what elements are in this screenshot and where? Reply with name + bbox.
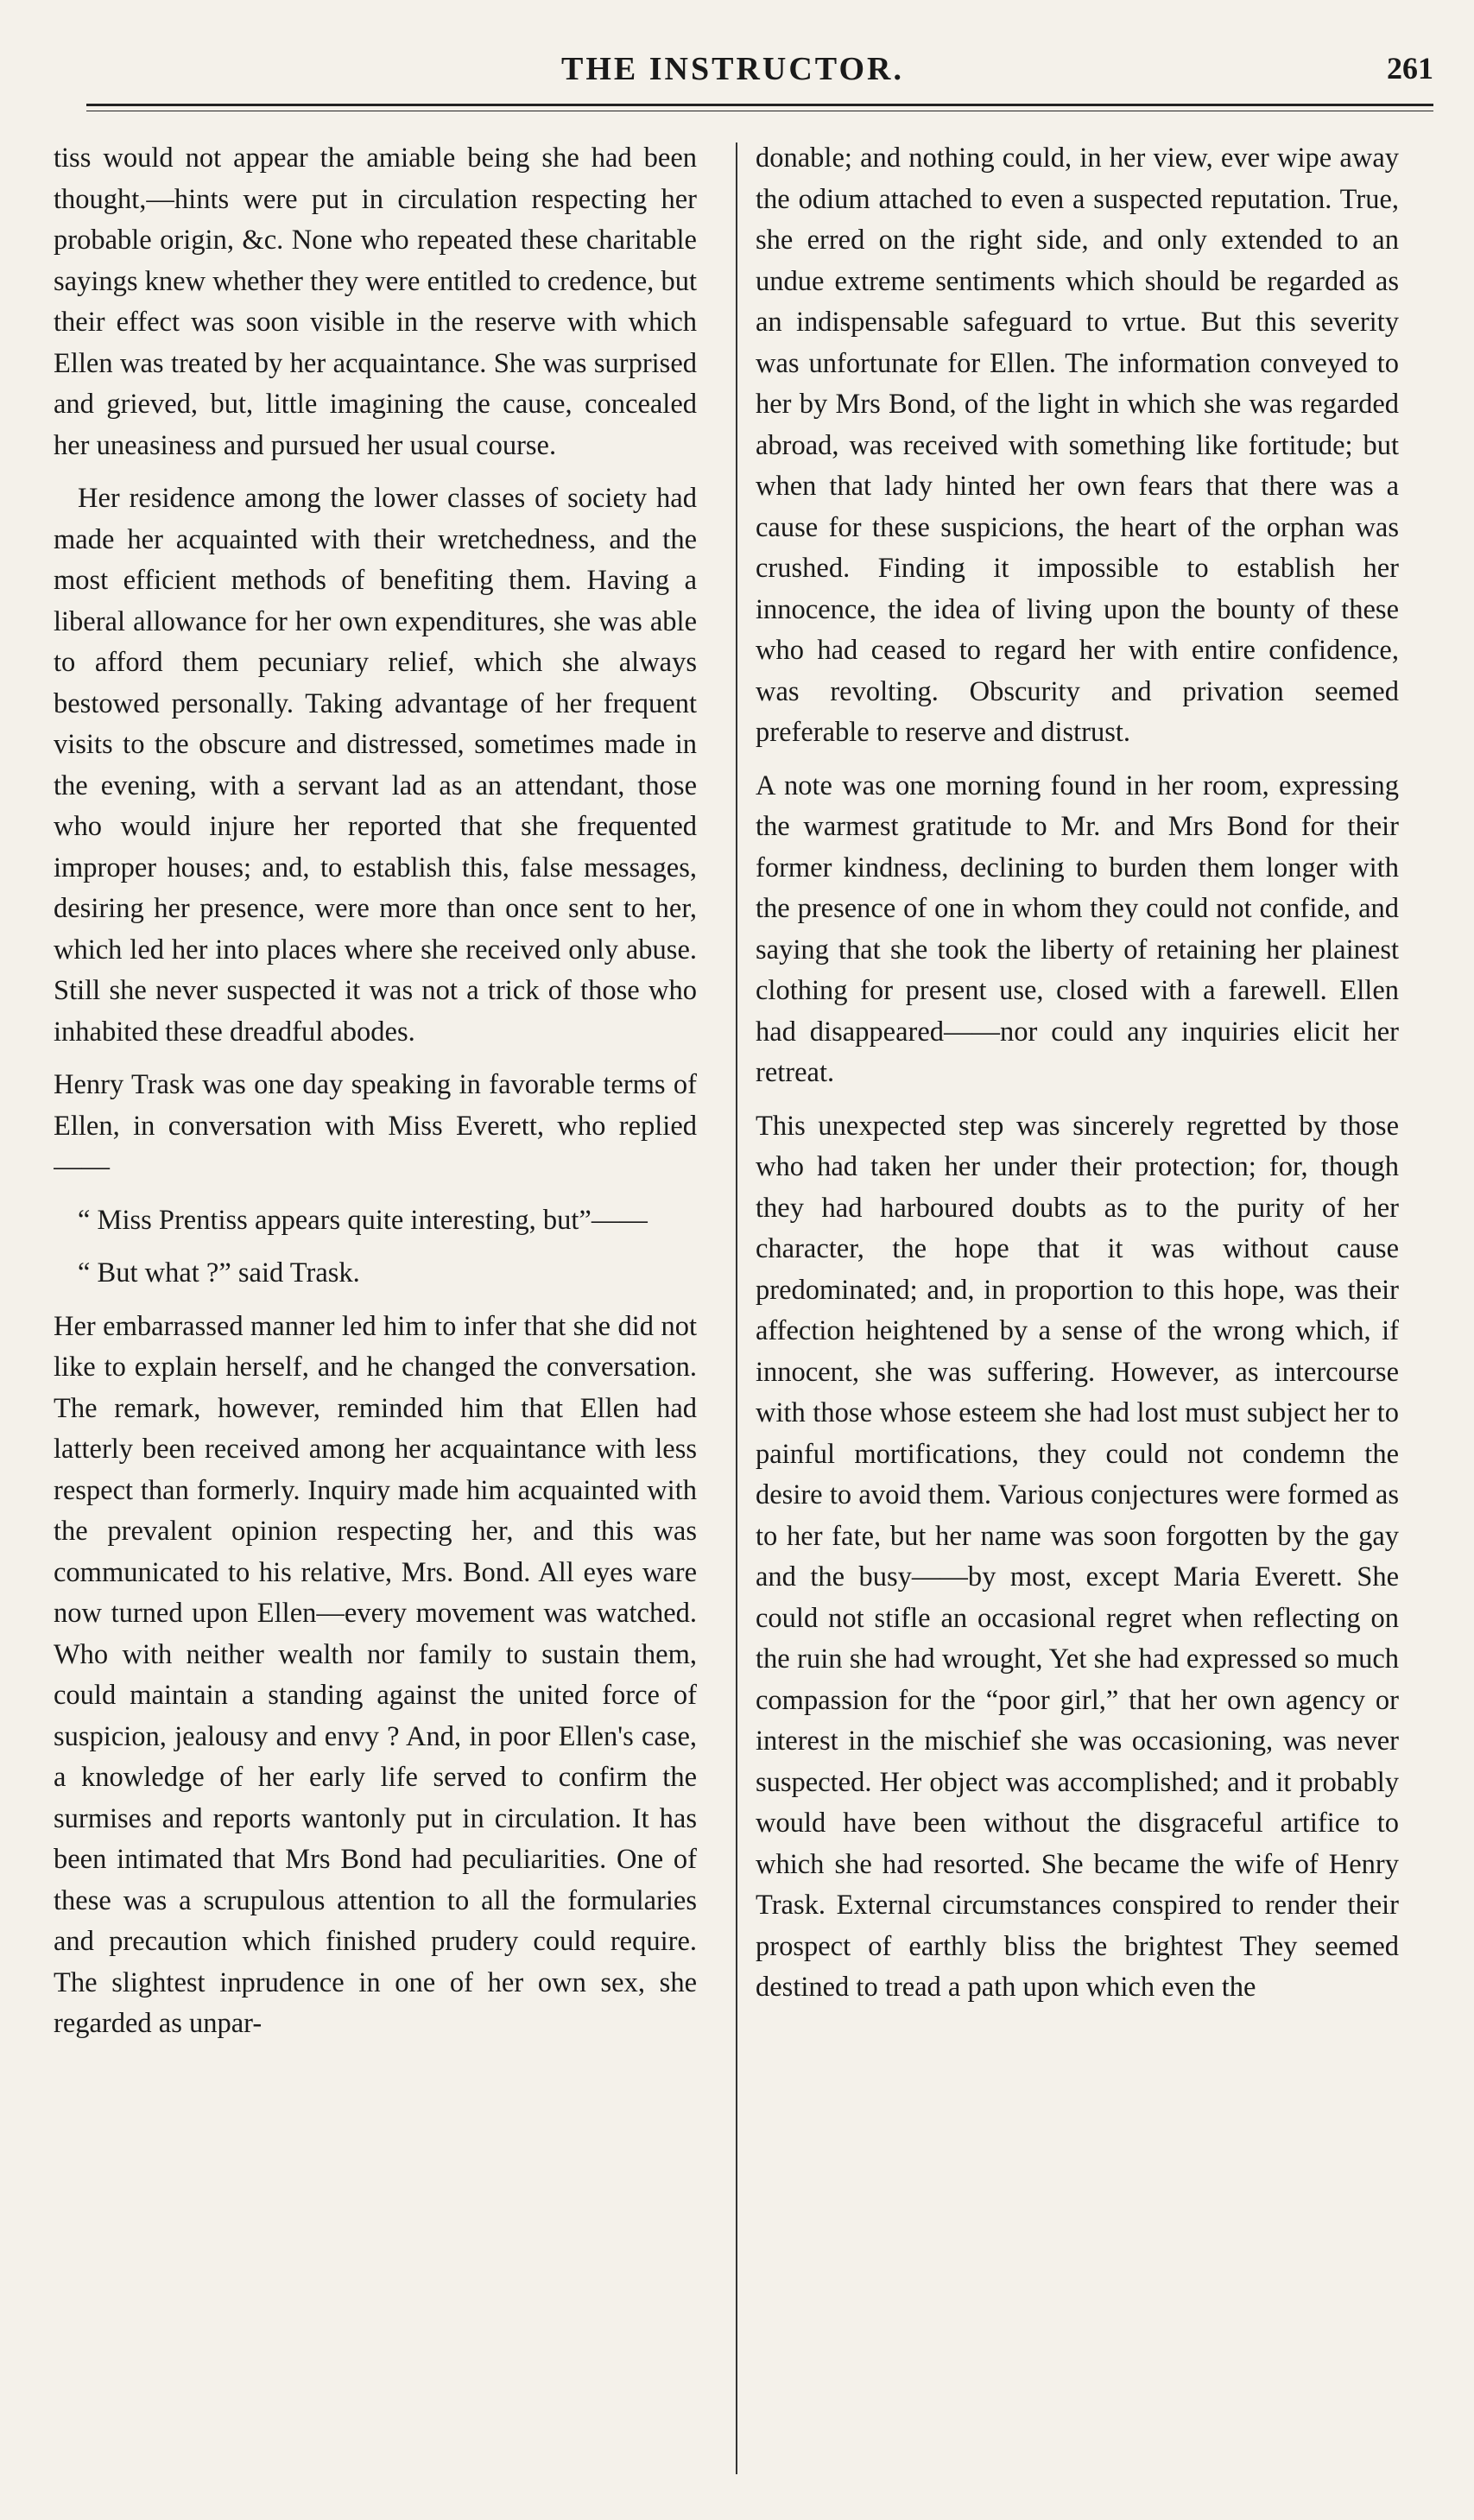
left-column	[54, 138, 697, 2487]
header-rule-thick	[86, 104, 1433, 106]
paragraph: Henry Trask was one day speaking in favorable terms of Ellen, in conversation with Miss Everett, who replied——	[54, 1069, 697, 1182]
paragraph: This unexpected step was sincerely regretted by those who had taken her under their protection; for, though they had harboured doubts as to the purity of her character, the hope that it was without cause predominated; and, in proportion to this hope, was their affection heightened by a sense of the wrong which, if innocent, she was suffering. However, as intercourse with those whose esteem she had lost must subject her to painful mortifications, they could not condemn the desire to avoid them. Various conjectures were formed as to her fate, but her name was soon forgotten by the gay and the busy——by most, except Maria Everett. She could not stifle an occasional regret when reflecting on the ruin she had wrought, Yet she had expressed so much compassion for the “poor girl,” that her own agency or interest in the mischief she was occasioning, was never suspected. Her object was accomplished; and it probably would have been without the disgraceful artifice to which she had resorted. She became the wife of Henry Trask. External circumstances conspired to render their prospect of earthly bliss the brightest They seemed destined to tread a path upon which even the	[756, 1110, 1399, 2003]
paragraph: Her embarrassed manner led him to infer that she did not like to explain herself, and he changed the conversation. The remark, however, reminded him that Ellen had latterly been received among her acquaintance with less respect than formerly. Inquiry made him acquainted with the prevalent opinion respecting her, and this was communicated to his relative, Mrs. Bond. All eyes ware now turned upon Ellen—every movement was watched. Who with neither wealth nor family to sustain them, could maintain a standing against the united force of suspicion, jealousy and envy ? And, in poor Ellen's case, a knowledge of her early life served to confirm the surmises and reports wantonly put in circulation. It has been intimated that Mrs Bond had peculiarities. One of these was a scrupulous attention to all the formularies and precaution which finished prudery could require. The slightest inprudence in one of her own sex, she regarded as unpar-	[54, 1310, 697, 2039]
right-column	[756, 138, 1399, 2487]
quoted-speech: “ But what ?” said Trask.	[78, 1257, 360, 1288]
column-divider	[736, 142, 737, 2474]
quoted-speech: “ Miss Prentiss appears quite interesting, but”——	[78, 1204, 648, 1236]
page-number: 261	[1387, 51, 1433, 85]
page-header	[86, 43, 1433, 95]
paragraph: Her residence among the lower classes of society had made her acquainted with their wretchedness, and the most efficient methods of benefiting them. Having a liberal allowance for her own expenditures, she was able to afford them pecuniary relief, which she always bestowed personally. Taking advantage of her frequent visits to the obscure and distressed, sometimes made in the evening, with a servant lad as an attendant, those who would injure her reported that she frequented improper houses; and, to establish this, false messages, desiring her presence, were more than once sent to her, which led her into places where she received only abuse. Still she never suspected it was not a trick of those who inhabited these dreadful abodes.	[54, 483, 697, 1048]
paragraph: donable; and nothing could, in her view, ever wipe away the odium attached to even a suspected reputation. True, she erred on the right side, and only extended to an undue extreme sentiments which should be regarded as an indispensable safeguard to vrtue. But this severity was unfortunate for Ellen. The information conveyed to her by Mrs Bond, of the light in which she was regarded abroad, was received with something like fortitude; but when that lady hinted her own fears that there was a cause for these suspicions, the heart of the orphan was crushed. Finding it impossible to establish her innocence, the idea of living upon the bounty of these who had ceased to regard her with entire confidence, was revolting. Obscurity and privation seemed preferable to reserve and distrust.	[756, 142, 1399, 748]
paragraph: tiss would not appear the amiable being she had been thought,—hints were put in circulation respecting her probable origin, &c. None who repeated these charitable sayings knew whether they were entitled to credence, but their effect was soon visible in the reserve with which Ellen was treated by her acquaintance. She was surprised and grieved, but, little imagining the cause, concealed her uneasiness and pursued her usual course.	[54, 142, 697, 461]
paragraph: A note was one morning found in her room, expressing the warmest gratitude to Mr. and Mrs Bond for their former kindness, declining to burden them longer with the presence of one in whom they could not confide, and saying that she took the liberty of retaining her plainest clothing for present use, closed with a farewell. Ellen had disappeared——nor could any inquiries elicit her retreat.	[756, 769, 1399, 1088]
running-title: THE INSTRUCTOR.	[561, 51, 904, 87]
